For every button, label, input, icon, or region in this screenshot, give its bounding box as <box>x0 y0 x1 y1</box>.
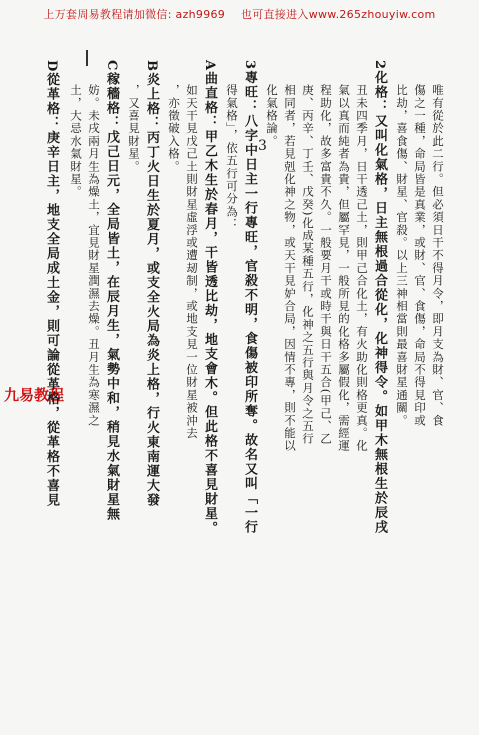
page-number: 3 <box>258 138 267 154</box>
text-column: ，又喜見財星。 <box>127 84 141 173</box>
text-column: ，亦徵破入格。 <box>167 84 181 173</box>
watermark-banner <box>0 6 479 22</box>
text-column: 相同者，若見剋化神之物，或天干見妒合局，因情不專，則不能以 <box>283 84 297 453</box>
section-heading: 2化格：又叫化氣格，日主無根過合從化，化神得令。如甲木無根生於辰戌 <box>372 60 387 535</box>
text-column: 丑未四季月，日干透己土，則甲己合化土，有火助化則格更真。化 <box>355 84 369 453</box>
watermark-url: 也可直接进入www.265zhouyiw.com <box>240 8 436 21</box>
text-column: 氣以真而純者為貴，但屬罕見，一般所見的化格多屬假化，需經運 <box>337 84 351 453</box>
text-column: 化氣格論。 <box>265 84 279 148</box>
text-column: 如天干見戊己土則財星虛浮或遭刼制，或地支見一位財星被沖去 <box>185 84 199 440</box>
text-column: 妨。未戌兩月生為燥土，宜見財星潤濕去燥。丑月生為寒濕之 <box>87 84 101 427</box>
section-heading: D從革格：庚辛日主，地支全局成土金，則可論從革格，從革格不喜見 <box>44 60 59 508</box>
text-column: 程助化，故多富貴不久。一般要月干或時干與日干五合(甲己、乙 <box>319 84 333 446</box>
text-column: 土，大忌水氣財星。 <box>69 84 83 199</box>
section-heading: A曲直格：甲乙木生於春月，干皆透比劫，地支會木。但此格不喜見財星。 <box>202 60 217 536</box>
text-column: 傷之一種，命局皆是真業，或財、官、食傷，命局不得見印或 <box>413 84 427 427</box>
watermark-wechat: 上万套周易教程请加微信: azh9969 <box>43 8 226 21</box>
text-column: 唯有從於此二行。但必須日干不得月令，即月支為財、官、食 <box>431 84 445 427</box>
watermark-stamp: 九易教程 <box>4 386 65 404</box>
text-column: 庚、丙辛、丁壬、戊癸)化成某種五行，化神之五行與月令之五行 <box>301 84 315 446</box>
section-heading: B炎上格：丙丁火日生於夏月，或支全火局為炎上格，行火東南運大發 <box>144 60 159 508</box>
section-heading: C稼穡格：戊己日元，全局皆土，在辰月生，氣勢中和，稍見水氣財星無 <box>104 60 119 522</box>
text-column: 比劫，喜食傷、財星、官殺。以上三神相當則最喜財星通關。 <box>395 84 409 427</box>
margin-mark <box>86 50 88 66</box>
section-heading: 3專旺：八字中日主一行專旺，官殺不明，食傷被印所奪。故名又叫「一行 <box>242 60 257 535</box>
text-column: 得氣格」，依五行可分為： <box>225 84 239 231</box>
